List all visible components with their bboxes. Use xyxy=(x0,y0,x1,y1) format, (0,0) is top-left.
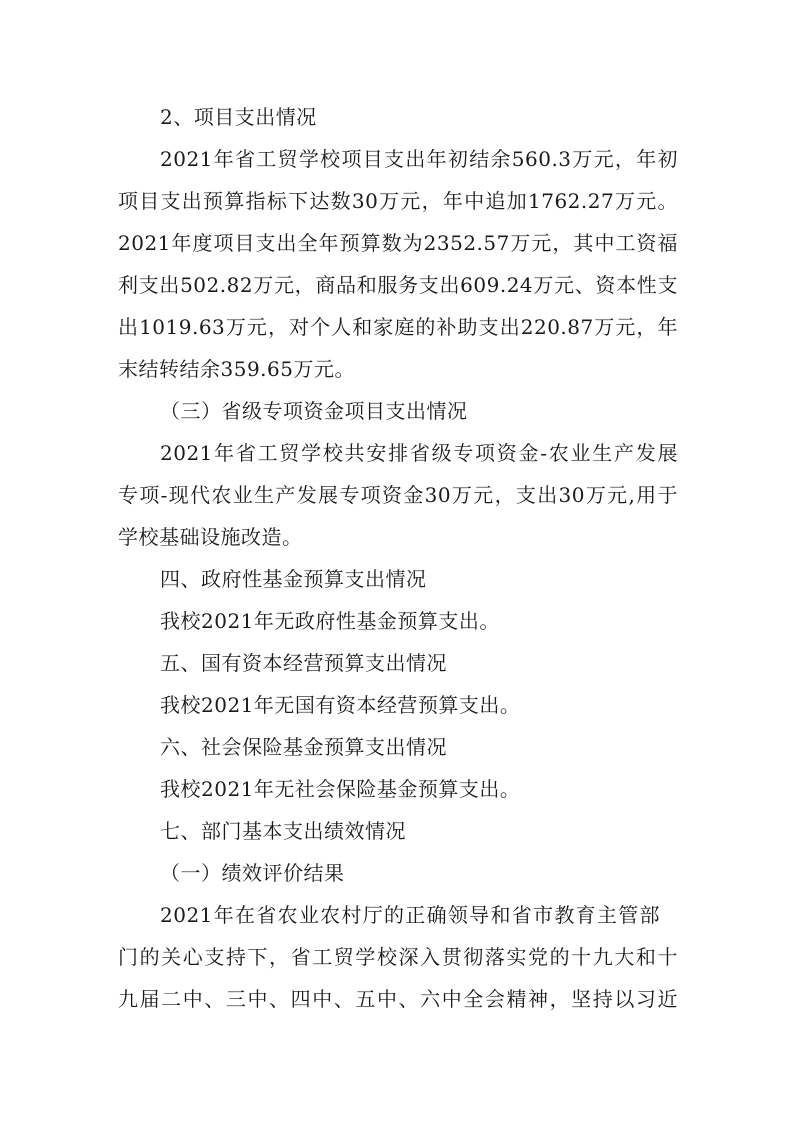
paragraph-line: 项目支出预算指标下达数30万元，年中追加1762.27万元。 xyxy=(118,189,678,213)
heading-provincial-special-funds: （三）省级专项资金项目支出情况 xyxy=(160,399,468,423)
paragraph-line: 2021年省工贸学校共安排省级专项资金-农业生产发展 xyxy=(160,441,678,465)
heading-state-capital: 五、国有资本经营预算支出情况 xyxy=(160,651,447,675)
heading-government-fund: 四、政府性基金预算支出情况 xyxy=(160,567,427,591)
paragraph-line: 我校2021年无政府性基金预算支出。 xyxy=(160,609,500,633)
paragraph-line: 2021年省工贸学校项目支出年初结余560.3万元，年初 xyxy=(160,147,678,171)
paragraph-line: 出1019.63万元，对个人和家庭的补助支出220.87万元，年 xyxy=(118,315,678,339)
paragraph-line: 门的关心支持下，省工贸学校深入贯彻落实党的十九大和十 xyxy=(118,945,678,969)
paragraph-line: 九届二中、三中、四中、五中、六中全会精神，坚持以习近 xyxy=(118,987,678,1011)
heading-social-insurance: 六、社会保险基金预算支出情况 xyxy=(160,735,447,759)
paragraph-line: 学校基础设施改造。 xyxy=(118,525,303,549)
paragraph-line: 专项-现代农业生产发展专项资金30万元，支出30万元,用于 xyxy=(118,483,678,507)
paragraph-line: 2021年度项目支出全年预算数为2352.57万元，其中工资福 xyxy=(118,231,678,255)
paragraph-line: 我校2021年无社会保险基金预算支出。 xyxy=(160,777,521,801)
paragraph-line: 末结转结余359.65万元。 xyxy=(118,357,355,381)
paragraph-line: 2021年在省农业农村厅的正确领导和省市教育主管部 xyxy=(160,903,660,927)
paragraph-line: 我校2021年无国有资本经营预算支出。 xyxy=(160,693,521,717)
paragraph-line: 利支出502.82万元，商品和服务支出609.24万元、资本性支 xyxy=(118,273,678,297)
heading-performance-results: （一）绩效评价结果 xyxy=(160,861,345,885)
heading-basic-expenditure-performance: 七、部门基本支出绩效情况 xyxy=(160,819,406,843)
heading-project-expenditure: 2、项目支出情况 xyxy=(160,105,317,129)
